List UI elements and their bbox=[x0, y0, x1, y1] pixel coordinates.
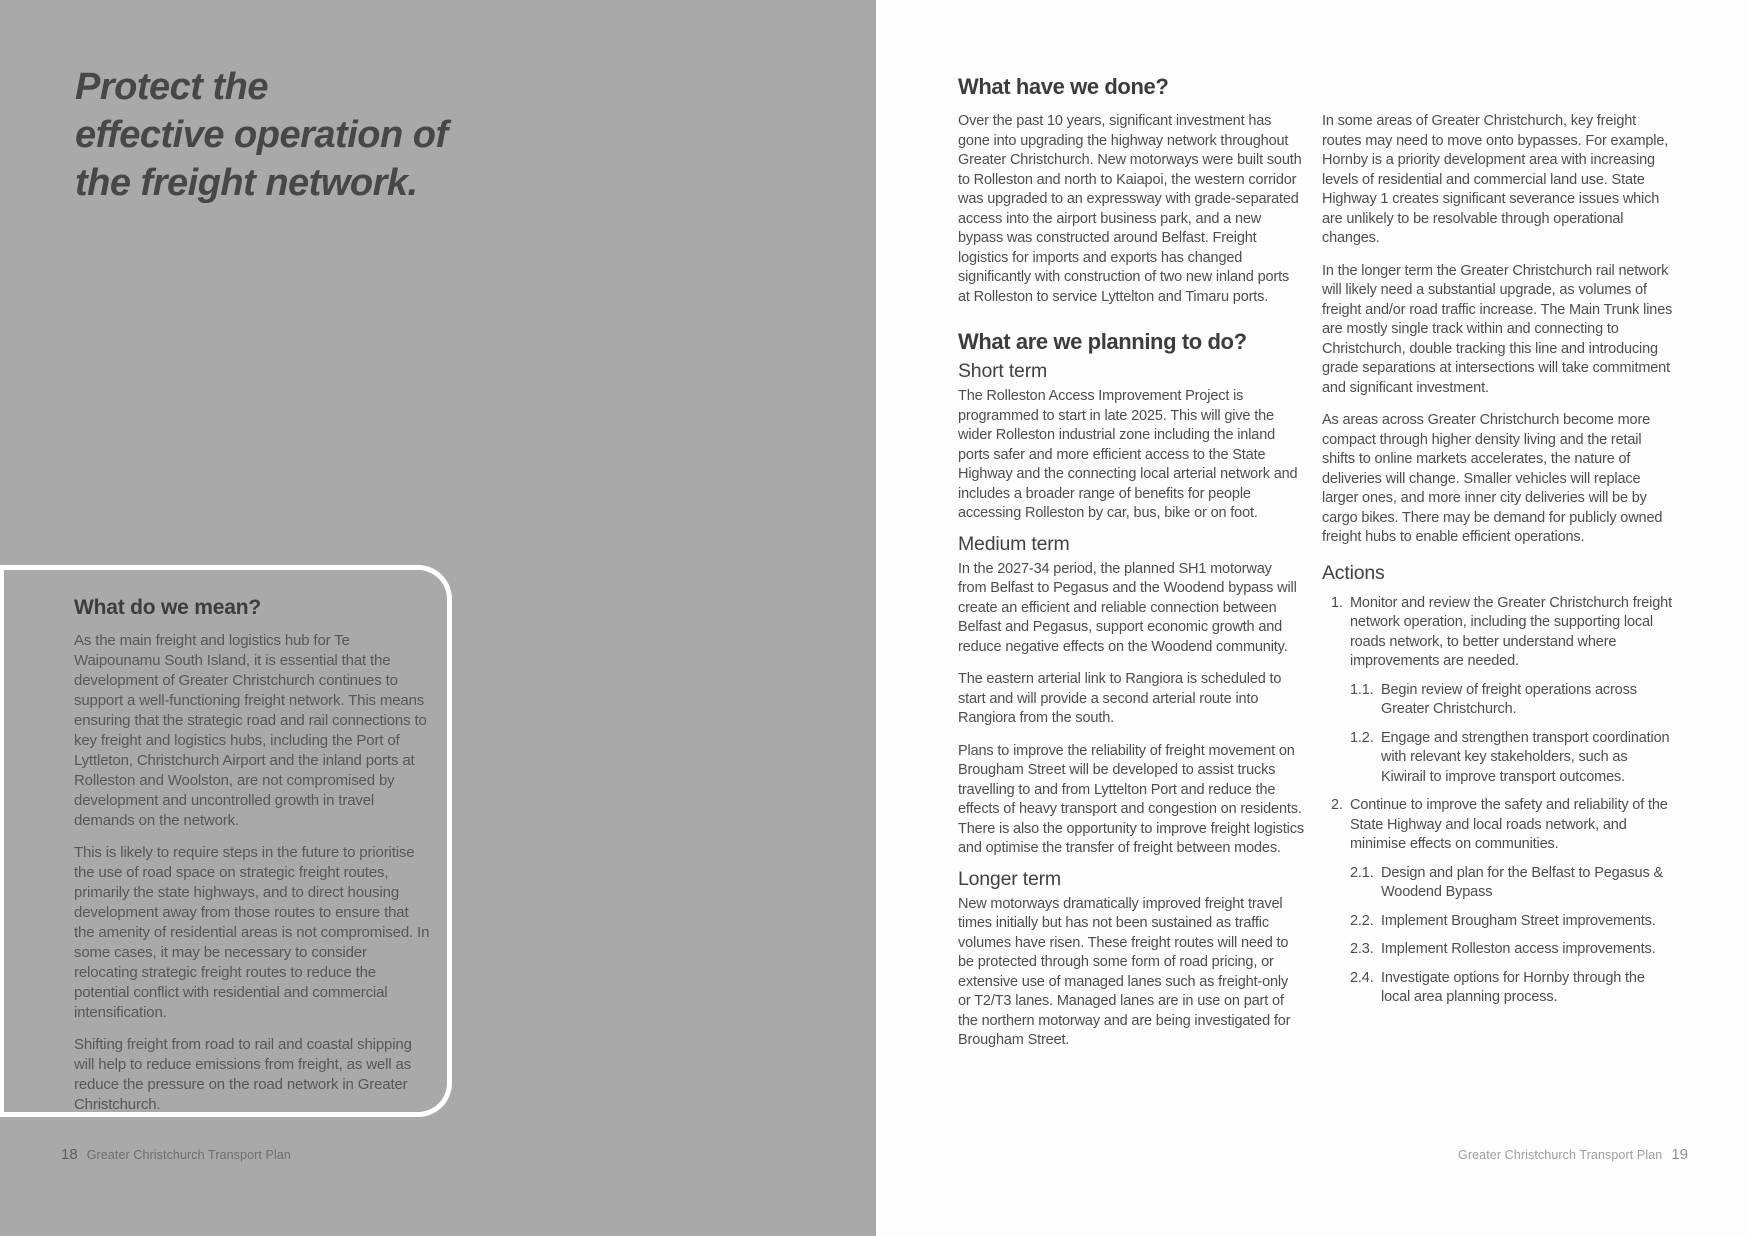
action-number: 1.2. bbox=[1350, 729, 1374, 746]
action-subitem bbox=[1322, 912, 1674, 932]
paragraph-longer-term: New motorways dramatically improved freight travel times initially but has not been sustained as traffic volumes have risen. These freight routes will need to be protected through some form of road pricing, or extensive use of managed lanes such as freight-only or T2/T3 lanes. Managed lanes are in use on part of the northern motorway and are being investigated for Brougham Street. bbox=[958, 895, 1291, 1048]
page-title bbox=[75, 63, 448, 207]
paragraph-what-have-we-done: Over the past 10 years, significant investment has gone into upgrading the highway network throughout Greater Christchurch. New motorways were built south to Rolleston and north to Kaiapoi, the western corridor was upgraded to an expressway with grade-separated access into the airport business park, and a new bypass was constructed around Belfast. Freight logistics for imports and exports has changed significantly with construction of two new inland ports at Rolleston to service Lyttelton and Timaru ports. bbox=[958, 113, 1302, 305]
action-number: 1. bbox=[1331, 594, 1343, 611]
footer-label: Greater Christchurch Transport Plan bbox=[1458, 1148, 1663, 1162]
heading-actions: Actions bbox=[1322, 561, 1385, 584]
actions-list bbox=[1322, 594, 1674, 1008]
heading-what-are-we-planning: What are we planning to do? bbox=[958, 329, 1247, 354]
heading-what-have-we-done: What have we done? bbox=[958, 74, 1169, 99]
action-number: 2. bbox=[1331, 797, 1343, 813]
action-subitem bbox=[1322, 681, 1674, 720]
right-page-column-2 bbox=[1322, 112, 1674, 1017]
action-subitem bbox=[1322, 969, 1674, 1008]
subheading-short-term: Short term bbox=[958, 360, 1048, 382]
subheading-longer-term: Longer term bbox=[958, 867, 1061, 890]
paragraph-medium-term: The eastern arterial link to Rangiora is scheduled to start and will provide a second arterial route into Rangiora from the south. bbox=[958, 671, 1282, 726]
what-do-we-mean-box bbox=[0, 565, 452, 1117]
page-title-line: the freight network. bbox=[75, 162, 418, 204]
paragraph-medium-term: Plans to improve the reliability of freight movement on Brougham Street will be developed to assist trucks travelling to and from Lyttelton Port and reduce the effects of heavy transport and congestion on residents. There is also the opportunity to improve freight logistics and optimise the transfer of freight between modes. bbox=[958, 742, 1304, 856]
action-number: 2.1. bbox=[1350, 864, 1374, 881]
right-page-footer bbox=[1458, 1146, 1688, 1163]
left-page-footer bbox=[61, 1146, 291, 1163]
mean-box-paragraph: As the main freight and logistics hub for Te Waipounamu South Island, it is essential that the development of Greater Christchurch continues to support a well-functioning freight network. This means ensuring that the strategic road and rail connections to key freight and logistics hubs, including the Port of Lyttleton, Christchurch Airport and the inland ports at Rolleston and Woolston, are not compromised by development and uncontrolled growth in travel demands on the network. bbox=[74, 632, 427, 829]
paragraph-rail-network: In the longer term the Greater Christchurch rail network will likely need a substantial upgrade, as volumes of freight and/or road traffic increase. The Main Trunk lines are mostly single track within and connecting to Christchurch, double tracking this line and introducing grade separations at intersections will take commitment and significant investment. bbox=[1322, 262, 1673, 396]
paragraph-short-term: The Rolleston Access Improvement Project is programmed to start in late 2025. This will give the wider Rolleston industrial zone including the inland ports safer and more efficient access to the State Highway and the connecting local arterial network and includes a broader range of benefits for people accessing Rolleston by car, bus, bike or on foot. bbox=[958, 388, 1298, 521]
action-number: 2.3. bbox=[1350, 941, 1374, 957]
action-number: 1.1. bbox=[1350, 681, 1374, 698]
subheading-medium-term: Medium term bbox=[958, 532, 1070, 555]
mean-box-paragraph: This is likely to require steps in the future to prioritise the use of road space on strategic freight routes, primarily the state highways, and to direct housing development away from those routes to ensure that the amenity of residential areas is not compromised. In some cases, it may be necessary to consider relocating strategic freight routes to reduce the potential conflict with residential and commercial intensification. bbox=[74, 844, 430, 1021]
action-number: 2.2. bbox=[1350, 912, 1374, 929]
action-subitem bbox=[1322, 729, 1674, 788]
action-text: Begin review of freight operations across Greater Christchurch. bbox=[1381, 681, 1637, 717]
action-text: Engage and strengthen transport coordination with relevant key stakeholders, such as Kiwirail to improve transport outcomes. bbox=[1381, 729, 1670, 785]
action-text: Continue to improve the safety and reliability of the State Highway and local roads network, and minimise effects on communities. bbox=[1350, 797, 1668, 852]
paragraph-bypasses: In some areas of Greater Christchurch, key freight routes may need to move onto bypasses. For example, Hornby is a priority development area with increasing levels of residential and commercial land use. State Highway 1 creates significant severance issues which are unlikely to be resolvable through operational changes. bbox=[1322, 113, 1669, 246]
right-page-column-1 bbox=[958, 72, 1304, 1064]
page-title-line: Protect the bbox=[75, 66, 268, 108]
action-text: Design and plan for the Belfast to Pegasus & Woodend Bypass bbox=[1381, 864, 1663, 900]
action-item bbox=[1322, 594, 1674, 672]
paragraph-medium-term: In the 2027-34 period, the planned SH1 motorway from Belfast to Pegasus and the Woodend bypass will create an efficient and reliable connection between Belfast and Pegasus, support economic growth and reduce negative effects on the Woodend community. bbox=[958, 560, 1297, 655]
paragraph-deliveries: As areas across Greater Christchurch become more compact through higher density living and the retail shifts to online markets accelerates, the nature of deliveries will change. Smaller vehicles will replace larger ones, and more inner city deliveries will be by cargo bikes. There may be demand for publicly owned freight hubs to enable efficient operations. bbox=[1322, 412, 1663, 545]
page-title-line: effective operation of bbox=[75, 114, 448, 156]
page-number: 18 bbox=[61, 1146, 78, 1163]
action-text: Implement Rolleston access improvements. bbox=[1381, 941, 1656, 957]
action-item bbox=[1322, 796, 1674, 855]
action-text: Implement Brougham Street improvements. bbox=[1381, 912, 1656, 929]
right-page bbox=[876, 0, 1748, 1236]
mean-box-heading: What do we mean? bbox=[74, 596, 261, 619]
action-text: Monitor and review the Greater Christchurch freight network operation, including the supporting local roads network, to better understand where improvements are needed. bbox=[1350, 594, 1672, 669]
action-text: Investigate options for Hornby through the local area planning process. bbox=[1381, 969, 1645, 1005]
action-subitem bbox=[1322, 940, 1674, 960]
mean-box-paragraph: Shifting freight from road to rail and coastal shipping will help to reduce emissions from freight, as well as reduce the pressure on the road network in Greater Christchurch. bbox=[74, 1036, 412, 1113]
action-subitem bbox=[1322, 864, 1674, 903]
footer-label: Greater Christchurch Transport Plan bbox=[86, 1148, 291, 1162]
action-number: 2.4. bbox=[1350, 969, 1374, 986]
page-number: 19 bbox=[1671, 1146, 1688, 1163]
